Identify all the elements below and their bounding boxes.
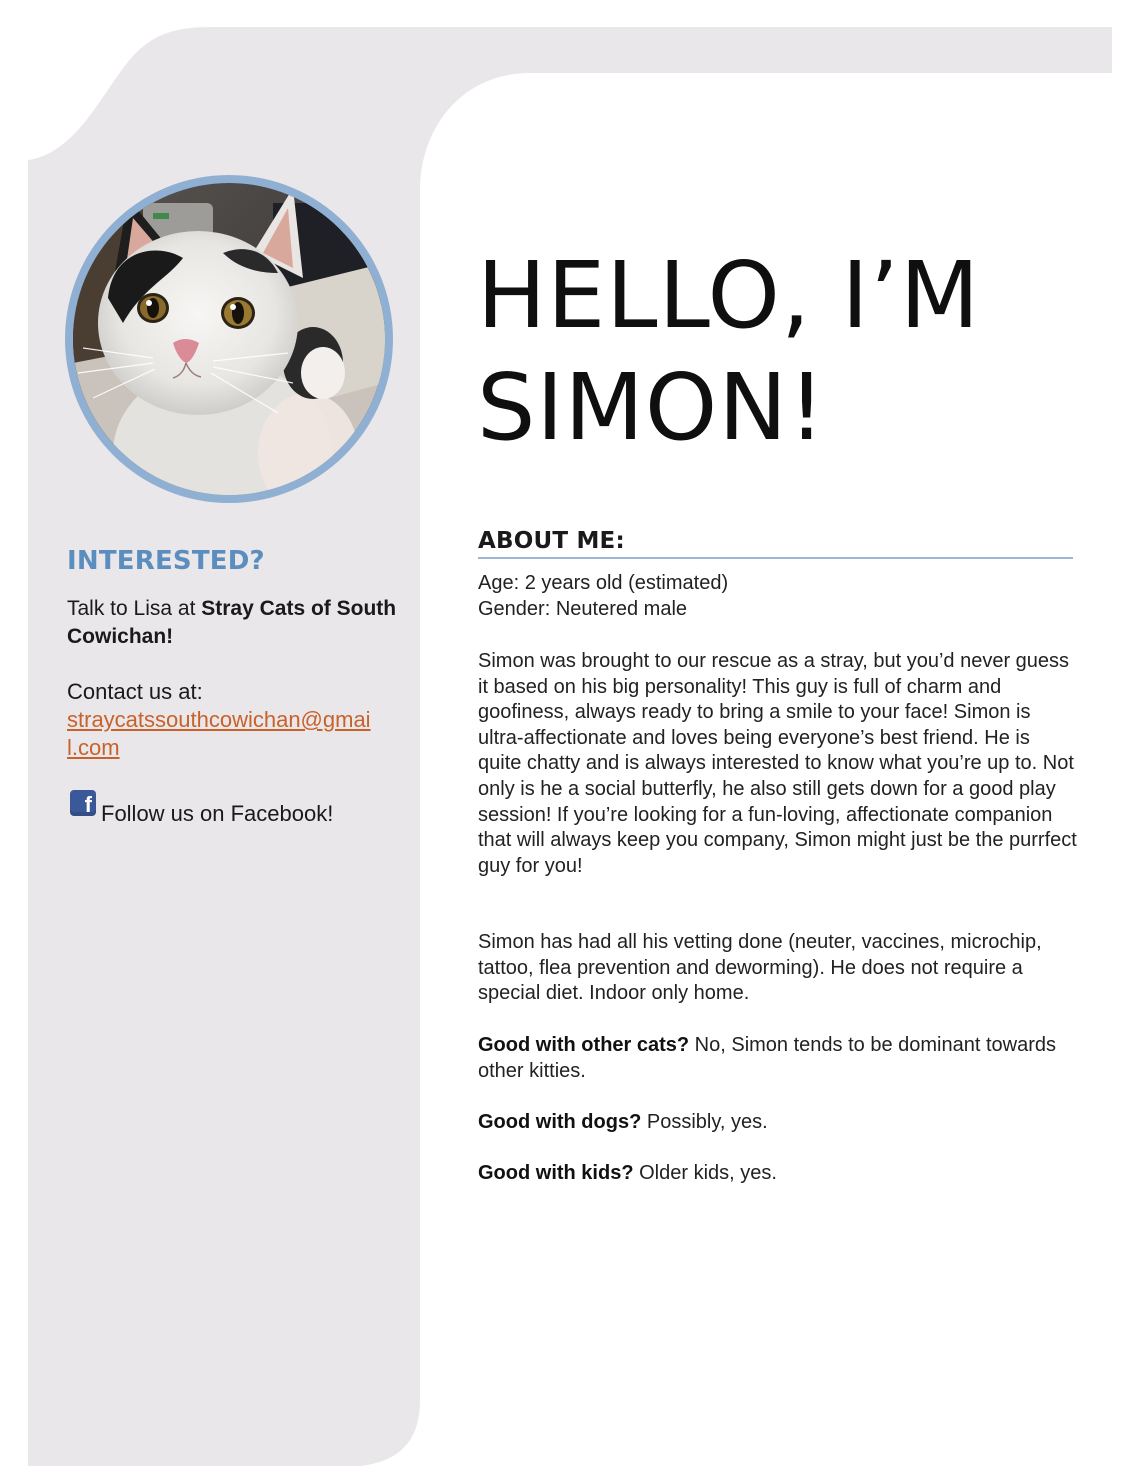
cats-compatibility [478, 1033, 1078, 1084]
gender-text: Gender: Neutered male [478, 597, 688, 620]
contact-email-link[interactable]: straycatssouthcowichan@gmail.com [67, 707, 371, 760]
dogs-answer: Possibly, yes. [641, 1111, 768, 1133]
cat-photo [73, 183, 385, 495]
interested-heading: INTERESTED? [67, 546, 265, 576]
dogs-compatibility [478, 1110, 1078, 1136]
organization-name: Stray Cats of South Cowichan! [67, 597, 397, 648]
about-heading: ABOUT ME: [478, 526, 1073, 559]
talk-prefix: Talk to Lisa at [67, 597, 202, 620]
kids-answer: Older kids, yes. [633, 1162, 777, 1184]
description-paragraph: Simon was brought to our rescue as a stray, but you’d never guess it based on his big personality! This guy is full of charm and goofiness, always ready to bring a smile to your face! Simon is ultra-affectionate and loves being everyone’s best friend. He is quite chatty and is always interested to know what you’re up to. Not only is he a social butterfly, he also still gets down for a good play session! If you’re looking for a fun-loving, affectionate companion that will always keep you company, Simon might just be the purrfect guy for you! [478, 650, 1077, 877]
title-line-2: SIMON! [477, 354, 827, 461]
title-line-1: HELLO, I’M [477, 242, 981, 349]
cats-answer: No, Simon tends to be dominant towards other kitties. [478, 1034, 1056, 1082]
kids-compatibility [478, 1161, 1078, 1187]
age-text: Age: 2 years old (estimated) [478, 572, 729, 594]
talk-to-text [67, 595, 397, 651]
contact-label: Contact us at: [67, 679, 203, 704]
page-title [477, 240, 980, 464]
facebook-label[interactable]: Follow us on Facebook! [101, 801, 334, 826]
vetting-paragraph: Simon has had all his vetting done (neuter, vaccines, microchip, tattoo, flea prevention and deworming). He does not require a special diet. Indoor only home. [478, 931, 1042, 1005]
basic-info [478, 571, 1078, 622]
cats-question: Good with other cats? [478, 1034, 690, 1056]
facebook-icon[interactable]: f [70, 790, 96, 816]
profile-photo-frame [65, 175, 393, 503]
dogs-question: Good with dogs? [478, 1111, 642, 1133]
kids-question: Good with kids? [478, 1162, 634, 1184]
facebook-link[interactable] [70, 790, 333, 828]
